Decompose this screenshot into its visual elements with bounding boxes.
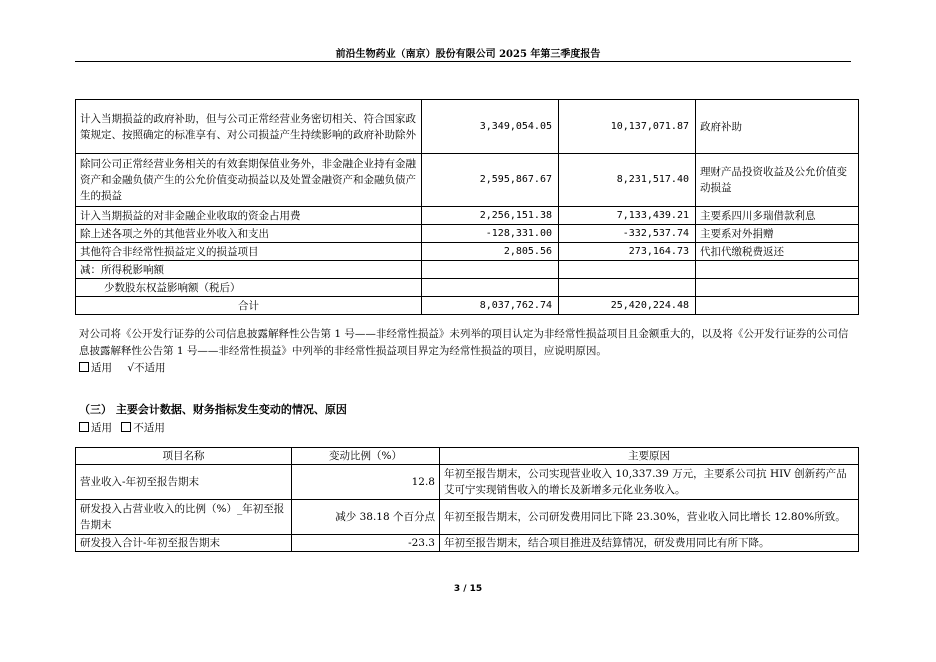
applicability-line-2 — [79, 420, 854, 437]
checkmark-icon: √ — [127, 362, 135, 374]
note-cell — [696, 261, 859, 279]
current-period-cell: 3,349,054.05 — [422, 100, 559, 154]
checkbox-icon — [79, 362, 89, 372]
ytd-cell — [559, 279, 696, 297]
table-row — [76, 500, 859, 535]
current-period-cell — [422, 261, 559, 279]
reason-cell: 年初至报告期末，公司研发费用同比下降 23.30%，营业收入同比增长 12.80%所致。 — [440, 500, 859, 535]
table-row — [76, 100, 859, 154]
item-cell: 减：所得税影响额 — [76, 261, 422, 279]
ytd-cell: 10,137,071.87 — [559, 100, 696, 154]
current-period-cell: 2,595,867.67 — [422, 154, 559, 207]
current-period-cell: 2,256,151.38 — [422, 207, 559, 225]
current-period-cell — [422, 279, 559, 297]
table-row — [76, 261, 859, 279]
applicability-line-1 — [79, 360, 854, 377]
applicable-label: 适用 — [91, 362, 112, 374]
ytd-cell — [559, 261, 696, 279]
table-row — [76, 154, 859, 207]
total-label-cell: 合计 — [76, 297, 422, 315]
item-cell: 其他符合非经常性损益定义的损益项目 — [76, 243, 422, 261]
header-divider — [75, 61, 851, 62]
reason-cell: 年初至报告期末，公司实现营业收入 10,337.39 万元，主要系公司抗 HIV 创新药产品艾可宁实现销售收入的增长及新增多元化业务收入。 — [440, 465, 859, 500]
table-header-row — [76, 448, 859, 465]
ratio-cell: 减少 38.18 个百分点 — [292, 500, 440, 535]
ytd-cell: 7,133,439.21 — [559, 207, 696, 225]
current-period-cell: 8,037,762.74 — [422, 297, 559, 315]
ratio-cell: -23.3 — [292, 535, 440, 552]
item-name-cell: 营业收入-年初至报告期末 — [76, 465, 292, 500]
note-cell: 政府补助 — [696, 100, 859, 154]
current-period-cell: -128,331.00 — [422, 225, 559, 243]
item-cell: 除上述各项之外的其他营业外收入和支出 — [76, 225, 422, 243]
item-cell: 计入当期损益的政府补助，但与公司正常经营业务密切相关、符合国家政策规定、按照确定的标准享有、对公司损益产生持续影响的政府补助除外 — [76, 100, 422, 154]
note-cell: 主要系四川多瑞借款利息 — [696, 207, 859, 225]
table-row — [76, 243, 859, 261]
header-reason: 主要原因 — [440, 448, 859, 465]
indicator-change-table — [75, 447, 859, 552]
item-cell: 计入当期损益的对非金融企业收取的资金占用费 — [76, 207, 422, 225]
non-recurring-gains-table — [75, 99, 859, 315]
report-header: 前沿生物药业（南京）股份有限公司 2025 年第三季度报告 — [335, 49, 601, 60]
current-period-cell: 2,805.56 — [422, 243, 559, 261]
ytd-cell: 273,164.73 — [559, 243, 696, 261]
table-row — [76, 279, 859, 297]
item-cell: 少数股东权益影响额（税后） — [76, 279, 422, 297]
note-cell — [696, 297, 859, 315]
table-row-total — [76, 297, 859, 315]
note-cell — [696, 279, 859, 297]
table-row — [76, 465, 859, 500]
table-row — [76, 225, 859, 243]
note-cell: 理财产品投资收益及公允价值变动损益 — [696, 154, 859, 207]
reason-cell: 年初至报告期末，结合项目推进及结算情况，研发费用同比有所下降。 — [440, 535, 859, 552]
header-ratio: 变动比例（%） — [292, 448, 440, 465]
ytd-cell: 25,420,224.48 — [559, 297, 696, 315]
explanation-paragraph: 对公司将《公开发行证券的公司信息披露解释性公告第 1 号——非经常性损益》未列举的项目认定为非经常性损益项目且金额重大的，以及将《公开发行证券的公司信息披露解释性公告第 1 号——非经常性损益》中列举的非经常性损益项目界定为经常性损益的项目，应说明原因。 — [79, 328, 849, 357]
ytd-cell: 8,231,517.40 — [559, 154, 696, 207]
checkbox-icon — [121, 422, 131, 432]
table-row — [76, 535, 859, 552]
note-cell: 主要系对外捐赠 — [696, 225, 859, 243]
page-number: 3 / 15 — [453, 584, 483, 594]
table-row — [76, 207, 859, 225]
not-applicable-label: 不适用 — [133, 422, 165, 434]
item-name-cell: 研发投入合计-年初至报告期末 — [76, 535, 292, 552]
applicable-label: 适用 — [91, 422, 112, 434]
ytd-cell: -332,537.74 — [559, 225, 696, 243]
ratio-cell: 12.8 — [292, 465, 440, 500]
not-applicable-label: 不适用 — [134, 362, 166, 374]
item-cell: 除同公司正常经营业务相关的有效套期保值业务外，非金融企业持有金融资产和金融负债产生的公允价值变动损益以及处置金融资产和金融负债产生的损益 — [76, 154, 422, 207]
item-name-cell: 研发投入占营业收入的比例（%）_年初至报告期末 — [76, 500, 292, 535]
section-title: （三） 主要会计数据、财务指标发生变动的情况、原因 — [79, 403, 347, 416]
note-cell: 代扣代缴税费返还 — [696, 243, 859, 261]
header-name: 项目名称 — [76, 448, 292, 465]
checkbox-icon — [79, 422, 89, 432]
